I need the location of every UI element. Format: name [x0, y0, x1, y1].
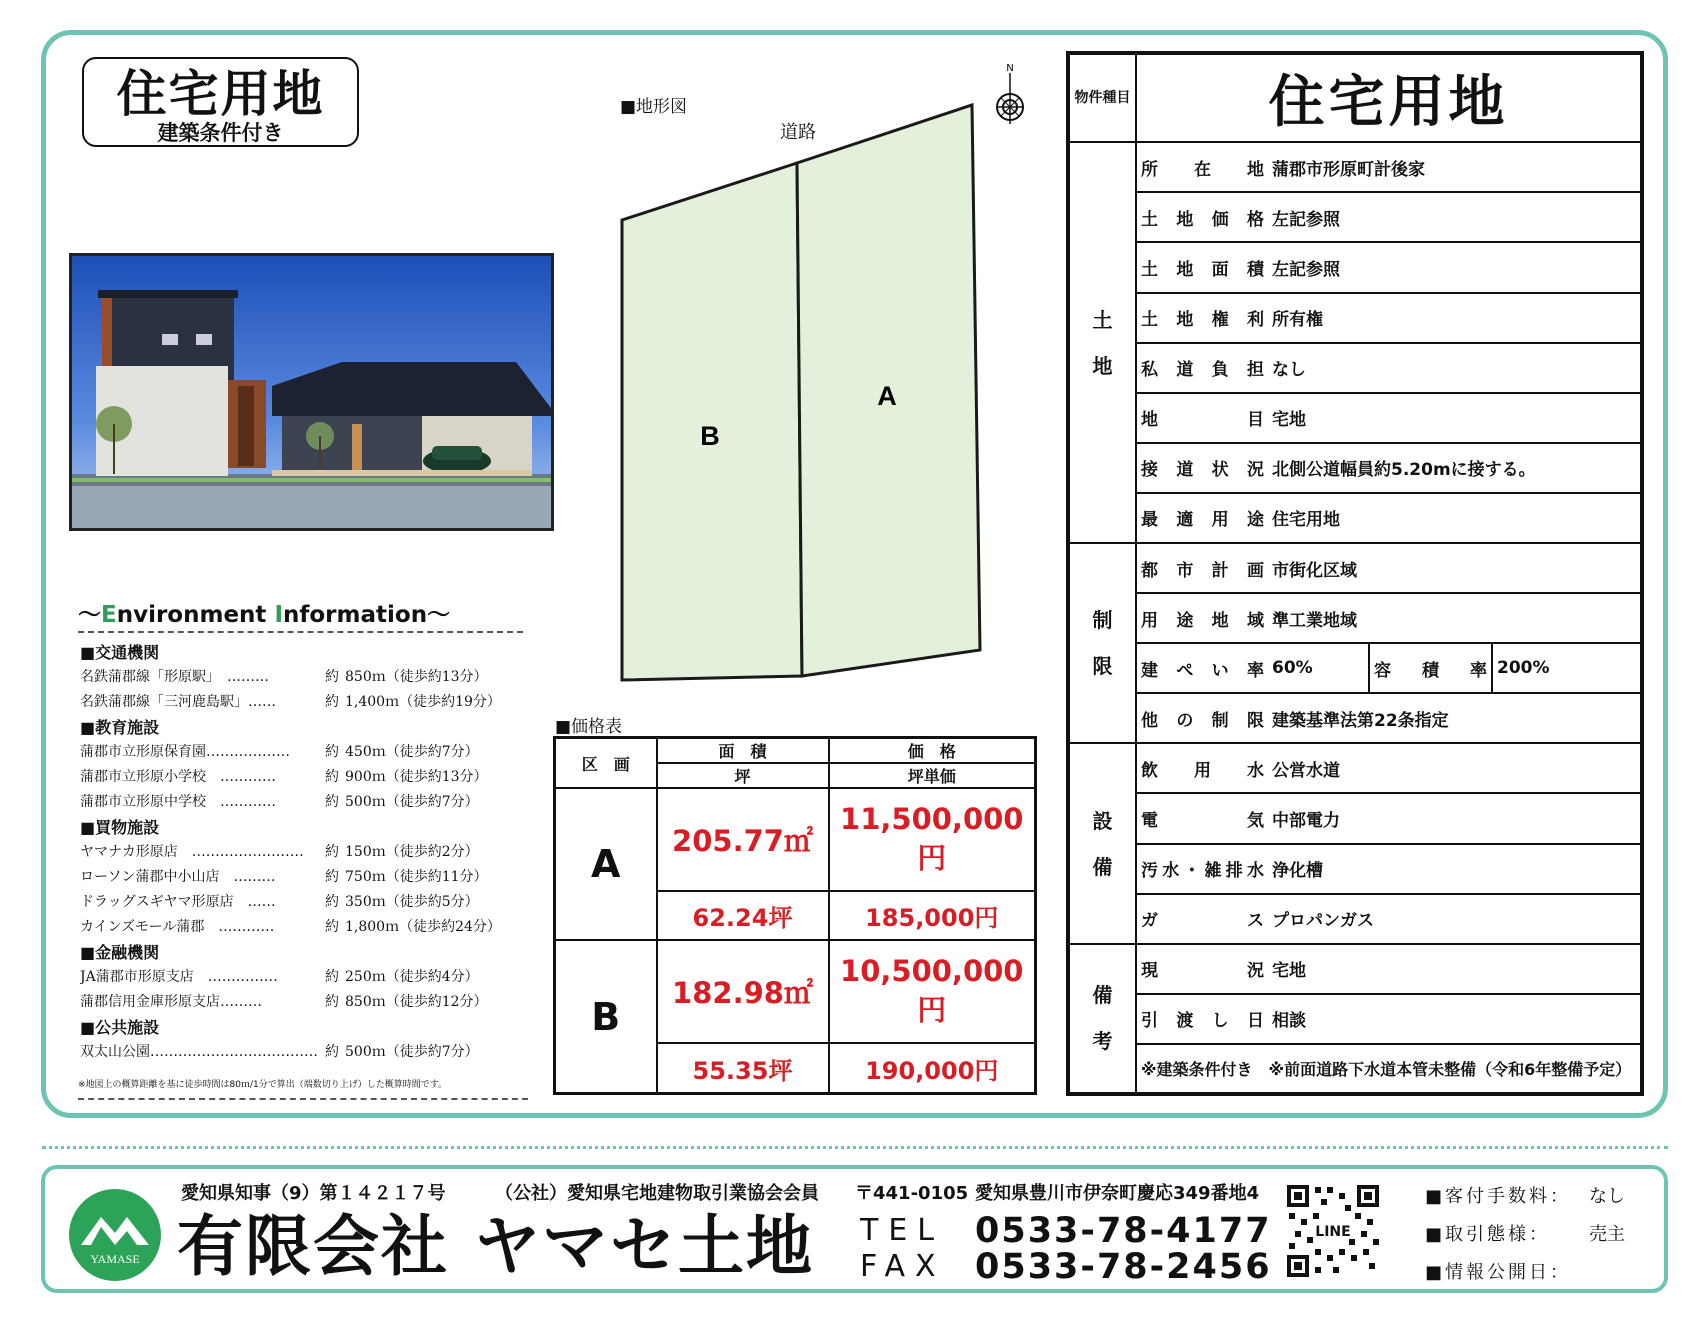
env-item-distance: 850ｍ（徒歩約12分）: [345, 994, 488, 1010]
env-item-name: 名鉄蒲郡線「形原駅」 ………: [80, 669, 269, 685]
field-label-text: ガ ス: [1141, 911, 1264, 932]
header-block: 区 画: [555, 738, 657, 789]
env-item-about: 約: [325, 994, 339, 1010]
env-item-name: ローソン蒲郡中小山店 ………: [80, 869, 276, 885]
road-label: 道路: [780, 122, 816, 143]
row-a-tsubo: 62.24坪: [657, 891, 829, 940]
address: 愛知県豊川市伊奈町慶応349番地4: [975, 1183, 1260, 1204]
field-label: [1136, 643, 1268, 693]
field-value: 中部電力: [1268, 793, 1642, 843]
field-label: [1136, 743, 1268, 793]
remarks-note: ※建築条件付き ※前面道路下水道本管未整備（令和6年整備予定）: [1136, 1044, 1642, 1094]
field-value: 市街化区域: [1268, 543, 1642, 593]
tel-label: TEL: [860, 1213, 944, 1248]
env-category: ■教育施設: [80, 718, 160, 737]
field-value: 建築基準法第22条指定: [1268, 693, 1642, 743]
kind-value: 住宅用地: [1136, 53, 1642, 142]
section-name: 土地: [1092, 307, 1113, 378]
transaction-value: 売主: [1589, 1224, 1625, 1245]
env-title-rest: nformation～: [283, 602, 451, 628]
field-label: [1136, 142, 1268, 192]
price-table: [553, 736, 1037, 1095]
field-label-text: 私 道 負 担: [1141, 360, 1264, 381]
field-value: 60%: [1268, 643, 1369, 693]
logo-text: YAMASE: [90, 1252, 140, 1266]
land-map: [610, 95, 990, 685]
env-item-about: 約: [325, 894, 339, 910]
field-value: 宅地: [1268, 944, 1642, 994]
field-label: [1136, 393, 1268, 443]
environment-list: [80, 640, 530, 1065]
field-label-text: 土 地 面 積: [1141, 259, 1264, 280]
field-value: なし: [1268, 343, 1642, 393]
field-label-text: 所 在 地: [1141, 159, 1264, 180]
section-name: 備考: [1092, 983, 1113, 1054]
fax-number: 0533-78-2456: [975, 1247, 1272, 1287]
env-item: [80, 790, 530, 815]
page-title: 住宅用地: [116, 65, 325, 123]
contact-numbers: [975, 1213, 1272, 1285]
kind-label: 物件種目: [1068, 53, 1136, 142]
lot-b-label: B: [700, 421, 720, 451]
row-b-area: 182.98㎡: [657, 940, 829, 1043]
field-value: 相談: [1268, 994, 1642, 1044]
env-item-distance: 1,800ｍ（徒歩約24分）: [345, 919, 501, 935]
env-item: [80, 740, 530, 765]
env-item: [80, 865, 530, 890]
field-label-text: 最 適 用 途: [1141, 510, 1264, 531]
field-label: [1136, 793, 1268, 843]
field-value: 浄化槽: [1268, 844, 1642, 894]
section-label: [1068, 743, 1136, 943]
env-item-distance: 350ｍ（徒歩約5分）: [345, 894, 479, 910]
field-label-text: 現 況: [1141, 961, 1264, 982]
map-label: ■地形図: [620, 97, 688, 117]
field-label: [1136, 493, 1268, 543]
row-b-block: B: [555, 940, 657, 1093]
row-a-area: 205.77㎡: [657, 788, 829, 891]
env-title-i: I: [274, 602, 283, 628]
fee-value: なし: [1589, 1186, 1625, 1207]
field-value: 左記参照: [1268, 242, 1642, 292]
field-label-text: 土 地 価 格: [1141, 209, 1264, 230]
field-value: 左記参照: [1268, 192, 1642, 242]
env-title-prefix: ～: [78, 602, 101, 628]
section-label: [1068, 944, 1136, 1094]
field-label-text: 他 の 制 限: [1141, 710, 1264, 731]
field-value: 北側公道幅員約5.20mに接する。: [1268, 443, 1642, 493]
field-label-text: 電 気: [1141, 810, 1264, 831]
field-label: [1136, 242, 1268, 292]
association: （公社）愛知県宅地建物取引業協会会員: [495, 1183, 819, 1204]
row-a-unit-price: 185,000円: [829, 891, 1036, 940]
field-label-text: 地 目: [1141, 410, 1264, 431]
env-item: [80, 690, 530, 715]
section-name: 設備: [1092, 808, 1113, 879]
env-item-name: 名鉄蒲郡線「三河鹿島駅」……: [80, 694, 276, 710]
field-label-text: 建 ぺ い 率: [1141, 660, 1264, 681]
company-name: 有限会社 ヤマセ土地: [177, 1208, 814, 1285]
field-label: [1136, 693, 1268, 743]
env-item: [80, 915, 530, 940]
env-category: ■金融機関: [80, 943, 160, 962]
license-number: 愛知県知事（9）第１４２１７号: [181, 1183, 446, 1204]
field-label: [1136, 443, 1268, 493]
field-label: [1136, 192, 1268, 242]
env-item-name: カインズモール蒲郡 …………: [80, 919, 275, 935]
env-item-distance: 750ｍ（徒歩約11分）: [345, 869, 488, 885]
env-item: [80, 665, 530, 690]
env-item-distance: 150ｍ（徒歩約2分）: [345, 844, 479, 860]
env-item: [80, 890, 530, 915]
field-label-text: 容 積 率: [1374, 660, 1487, 681]
line-qr-code[interactable]: [1285, 1183, 1381, 1279]
field-label-text: 引 渡 し 日: [1141, 1011, 1264, 1032]
field-label: [1136, 844, 1268, 894]
field-label-text: 用 途 地 域: [1141, 610, 1264, 631]
page-subtitle: 建築条件付き: [157, 121, 284, 145]
row-a-block: A: [555, 788, 657, 940]
header-unit-price: 坪単価: [829, 763, 1036, 788]
row-b-price: 10,500,000円: [829, 940, 1036, 1043]
env-item: [80, 765, 530, 790]
env-item: [80, 840, 530, 865]
env-item-about: 約: [325, 1044, 339, 1060]
field-label: [1136, 944, 1268, 994]
row-a-price: 11,500,000円: [829, 788, 1036, 891]
env-item-name: 蒲郡市立形原中学校 …………: [80, 794, 276, 810]
title-box: [82, 57, 359, 147]
row-b-tsubo: 55.35坪: [657, 1043, 829, 1093]
field-value: 200%: [1492, 643, 1642, 693]
env-item-name: ヤマナカ形原店 ……………………: [80, 844, 304, 860]
env-item-about: 約: [325, 844, 339, 860]
fax-label: FAX: [860, 1249, 946, 1284]
header-tsubo: 坪: [657, 763, 829, 788]
field-value: 所有権: [1268, 293, 1642, 343]
env-title-mid: nvironment: [116, 602, 275, 628]
field-value: 準工業地域: [1268, 593, 1642, 643]
publish-date-label: ■情報公開日：: [1425, 1262, 1572, 1283]
env-item-name: 蒲郡市立形原小学校 …………: [80, 769, 276, 785]
environment-note: ※地図上の概算距離を基に徒歩時間は80ｍ/1分で算出（端数切り上げ）した概算時間です。: [78, 1077, 528, 1100]
divider: [42, 1146, 1668, 1149]
field-label-text: 接 道 状 況: [1141, 460, 1264, 481]
env-item-about: 約: [325, 769, 339, 785]
env-item-name: 双太山公園………………………………: [80, 1044, 318, 1060]
env-item-about: 約: [325, 694, 339, 710]
env-item-about: 約: [325, 919, 339, 935]
property-info-table: [1066, 51, 1644, 1096]
env-item-about: 約: [325, 869, 339, 885]
price-table-label: ■価格表: [555, 717, 623, 737]
env-item-distance: 1,400ｍ（徒歩約19分）: [345, 694, 501, 710]
field-label: [1136, 543, 1268, 593]
env-item-distance: 450ｍ（徒歩約7分）: [345, 744, 479, 760]
env-item-name: JA蒲郡市形原支店 ……………: [80, 969, 278, 985]
env-item-name: 蒲郡信用金庫形原支店………: [80, 994, 262, 1010]
field-value: 公営水道: [1268, 743, 1642, 793]
field-label: [1136, 894, 1268, 944]
lot-a-label: A: [877, 381, 897, 411]
compass-icon: [995, 62, 1025, 130]
qr-line-text: LINE: [1315, 1224, 1351, 1240]
env-item-about: 約: [325, 744, 339, 760]
tel-number[interactable]: 0533-78-4177: [975, 1211, 1272, 1251]
env-item-name: 蒲郡市立形原保育園………………: [80, 744, 290, 760]
house-photo: [69, 253, 554, 531]
section-label: [1068, 142, 1136, 543]
env-category: ■交通機関: [80, 643, 160, 662]
field-label: [1369, 643, 1492, 693]
field-label: [1136, 593, 1268, 643]
field-label-text: 都 市 計 画: [1141, 560, 1264, 581]
field-value: プロパンガス: [1268, 894, 1642, 944]
transaction-meta: [1425, 1183, 1625, 1297]
environment-title: [78, 596, 523, 633]
field-label: [1136, 994, 1268, 1044]
field-label-text: 土 地 権 利: [1141, 310, 1264, 331]
field-label-text: 飲 用 水: [1141, 760, 1264, 781]
field-label: [1136, 293, 1268, 343]
env-item-distance: 250ｍ（徒歩約4分）: [345, 969, 479, 985]
env-item-about: 約: [325, 969, 339, 985]
env-item: [80, 965, 530, 990]
footer: [41, 1165, 1668, 1293]
env-category: ■買物施設: [80, 818, 160, 837]
env-item-about: 約: [325, 669, 339, 685]
env-item-distance: 850ｍ（徒歩約13分）: [345, 669, 488, 685]
field-value: 宅地: [1268, 393, 1642, 443]
env-item-distance: 900ｍ（徒歩約13分）: [345, 769, 488, 785]
env-item: [80, 1040, 530, 1065]
header-price: 価 格: [829, 738, 1036, 764]
env-item-about: 約: [325, 794, 339, 810]
section-name: 制限: [1092, 608, 1113, 679]
field-label: [1136, 343, 1268, 393]
compass-label: N: [1006, 63, 1014, 74]
field-value: 住宅用地: [1268, 493, 1642, 543]
env-item-distance: 500ｍ（徒歩約7分）: [345, 794, 479, 810]
field-label-text: 汚 水 ・ 雑 排 水: [1141, 861, 1264, 882]
header-area: 面 積: [657, 738, 829, 764]
env-item-name: ドラッグスギヤマ形原店 ……: [80, 894, 276, 910]
field-value: 蒲郡市形原町計後家: [1268, 142, 1642, 192]
transaction-label: ■取引態様：: [1425, 1224, 1551, 1245]
env-title-e: E: [101, 602, 117, 628]
row-b-unit-price: 190,000円: [829, 1043, 1036, 1093]
company-logo: [67, 1187, 163, 1283]
env-item: [80, 990, 530, 1015]
contact-labels: [860, 1213, 946, 1285]
env-category: ■公共施設: [80, 1018, 160, 1037]
fee-label: ■客付手数料：: [1425, 1186, 1572, 1207]
section-label: [1068, 543, 1136, 743]
env-item-distance: 500ｍ（徒歩約7分）: [345, 1044, 479, 1060]
postal-code: 〒441-0105: [855, 1183, 969, 1204]
